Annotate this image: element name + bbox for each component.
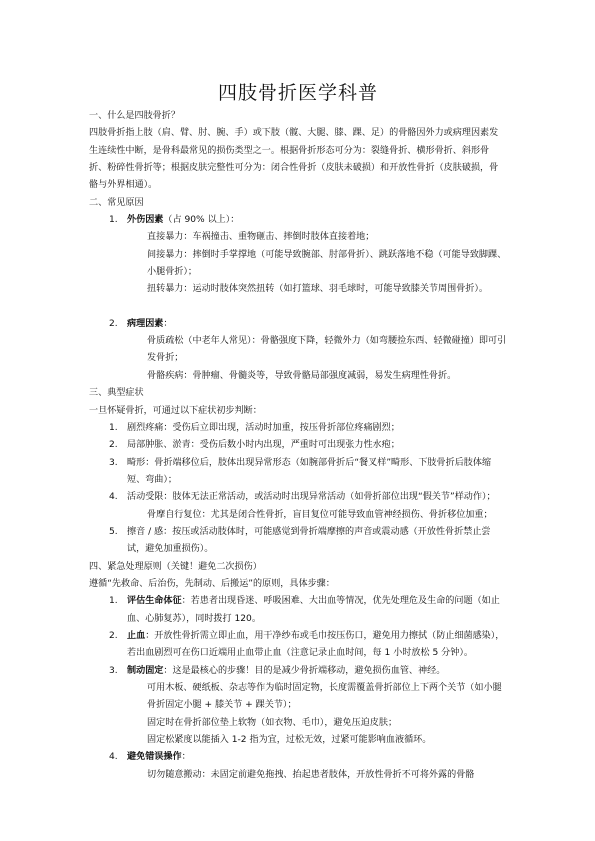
- section-heading-symptoms: 三、典型症状: [89, 388, 144, 399]
- item-text: （占 90% 以上）：: [163, 215, 240, 226]
- list-number: 2.: [109, 630, 118, 641]
- item-text: 畸形：骨折端移位后，肢体出现异常形态（如腕部骨折后“餐叉样”畸形、下肢骨折后肢体缩短、弯曲）；: [127, 457, 492, 485]
- sub-paragraphs: [109, 507, 507, 524]
- list-item: [109, 663, 507, 680]
- sub-paragraphs: [109, 680, 507, 749]
- page-title: 四肢骨折医学科普: [217, 82, 378, 104]
- item-label: 外伤因素: [127, 215, 164, 226]
- item-text: 局部肿胀、淤青：受伤后数小时内出现，严重时可出现张力性水疱；: [127, 440, 400, 451]
- first-aid-list: [89, 593, 507, 784]
- sub-paragraph: 骨质疏松（中老年人常见）：骨骼强度下降，轻微外力（如弯腰捡东西、轻微碰撞）即可引发骨折；: [147, 336, 507, 364]
- sub-paragraph: 扭转暴力：运动时肢体突然扭转（如打篮球、羽毛球时，可能导致膝关节周围骨折）。: [147, 284, 489, 295]
- list-number: 5.: [109, 526, 118, 537]
- list-item: [109, 524, 507, 559]
- list-item: [109, 489, 507, 506]
- symptoms-list: [89, 420, 507, 559]
- sub-paragraphs: [109, 767, 507, 784]
- sub-paragraph: 间接暴力：摔倒时手掌撑地（可能导致腕部、肘部骨折）、跳跃落地不稳（可能导致脚踝、小腿骨折）；: [147, 249, 507, 278]
- list-item: [109, 316, 507, 333]
- document-body: [89, 108, 507, 784]
- item-label: 制动固定: [127, 665, 164, 676]
- item-label: 避免错误操作: [127, 752, 182, 763]
- list-number: 3.: [109, 665, 118, 676]
- list-item: [109, 628, 507, 663]
- spacer: [109, 299, 507, 316]
- sub-paragraph: 骨摩自行复位：尤其是闭合性骨折，盲目复位可能导致血管神经损伤、骨折移位加重；: [147, 509, 493, 520]
- sub-paragraph: 直接暴力：车祸撞击、重物砸击、摔倒时肢体直接着地；: [147, 232, 375, 243]
- item-label: 止血: [127, 630, 146, 641]
- list-number: 1.: [109, 596, 118, 607]
- sub-paragraph: 固定松紧度以能插入 1-2 指为宜，过松无效，过紧可能影响血液循环。: [147, 735, 432, 746]
- item-text: 擦音 / 感：按压或活动肢体时，可能感觉到骨折端摩擦的声音或震动感（开放性骨折禁止尝试，避免加重损伤）。: [127, 526, 491, 555]
- section-heading-first-aid: 四、紧急处理原则（关键！避免二次损伤）: [89, 561, 262, 572]
- sub-paragraph: 骨骼疾病：骨肿瘤、骨髓炎等，导致骨骼局部强度减弱，易发生病理性骨折。: [147, 370, 457, 381]
- item-text: ：: [181, 752, 191, 763]
- item-text: ：: [163, 318, 173, 329]
- item-label: 评估生命体征: [127, 596, 182, 607]
- list-item: [109, 455, 507, 490]
- sub-paragraph: 固定时在骨折部位垫上软物（如衣物、毛巾），避免压迫皮肤；: [147, 717, 398, 728]
- item-text: ：开放性骨折需立即止血，用干净纱布或毛巾按压伤口，避免用力擦拭（防止细菌感染），若出血剧烈可在伤口近端用止血带止血（注意记录止血时间，每 1 小时放松 5 分钟）。: [127, 630, 505, 659]
- symptoms-intro: 一旦怀疑骨折，可通过以下症状初步判断：: [89, 405, 262, 416]
- item-text: ：若患者出现昏迷、呼吸困难、大出血等情况，优先处理危及生命的问题（如止血、心肺复苏），同时拨打 120。: [127, 596, 500, 624]
- list-number: 2.: [109, 440, 118, 451]
- sub-paragraphs: [109, 333, 507, 385]
- list-item: [109, 420, 507, 437]
- section-heading-causes: 二、常见原因: [89, 197, 144, 208]
- causes-list: [89, 212, 507, 385]
- list-number: 4.: [109, 492, 118, 503]
- list-item: [109, 212, 507, 229]
- list-number: 2.: [109, 318, 118, 329]
- list-number: 3.: [109, 457, 118, 468]
- section-heading-what-is: 一、什么是四肢骨折？: [89, 111, 180, 121]
- item-text: 剧烈疼痛：受伤后立即出现，活动时加重，按压骨折部位疼痛剧烈；: [127, 422, 400, 433]
- sub-paragraph: 可用木板、硬纸板、杂志等作为临时固定物，长度需覆盖骨折部位上下两个关节（如小腿骨折固定小腿 + 膝关节 + 踝关节）；: [147, 683, 502, 711]
- list-number: 1.: [109, 215, 118, 226]
- item-text: 活动受限：肢体无法正常活动，或活动时出现异常活动（如骨折部位出现“假关节”样动作）；: [127, 492, 496, 503]
- list-item: [109, 593, 507, 628]
- sub-paragraph: 切勿随意搬动：未固定前避免拖拽、抬起患者肢体，开放性骨折不可将外露的骨骼: [147, 769, 475, 780]
- list-number: 4.: [109, 752, 118, 763]
- sub-paragraphs: [109, 229, 507, 298]
- list-number: 1.: [109, 422, 118, 433]
- item-label: 病理因素: [127, 318, 164, 329]
- list-item: [109, 749, 507, 766]
- definition-paragraph: 四肢骨折指上肢（肩、臂、肘、腕、手）或下肢（髋、大腿、膝、踝、足）的骨骼因外力或病理因素发生连续性中断，是骨科最常见的损伤类型之一。根据骨折形态可分为：裂缝骨折、横形骨折、斜形骨折、粉碎性骨折等；根据皮肤完整性可分为：闭合性骨折（皮肤未破损）和开放性骨折（皮肤破损，骨骼与外界相通）。: [89, 128, 499, 191]
- item-text: ：这是最核心的步骤！目的是减少骨折端移动，避免损伤血管、神经。: [163, 665, 446, 676]
- first-aid-intro: 遵循“先救命、后治伤，先制动、后搬运”的原则，具体步骤：: [89, 578, 335, 589]
- list-item: [109, 437, 507, 454]
